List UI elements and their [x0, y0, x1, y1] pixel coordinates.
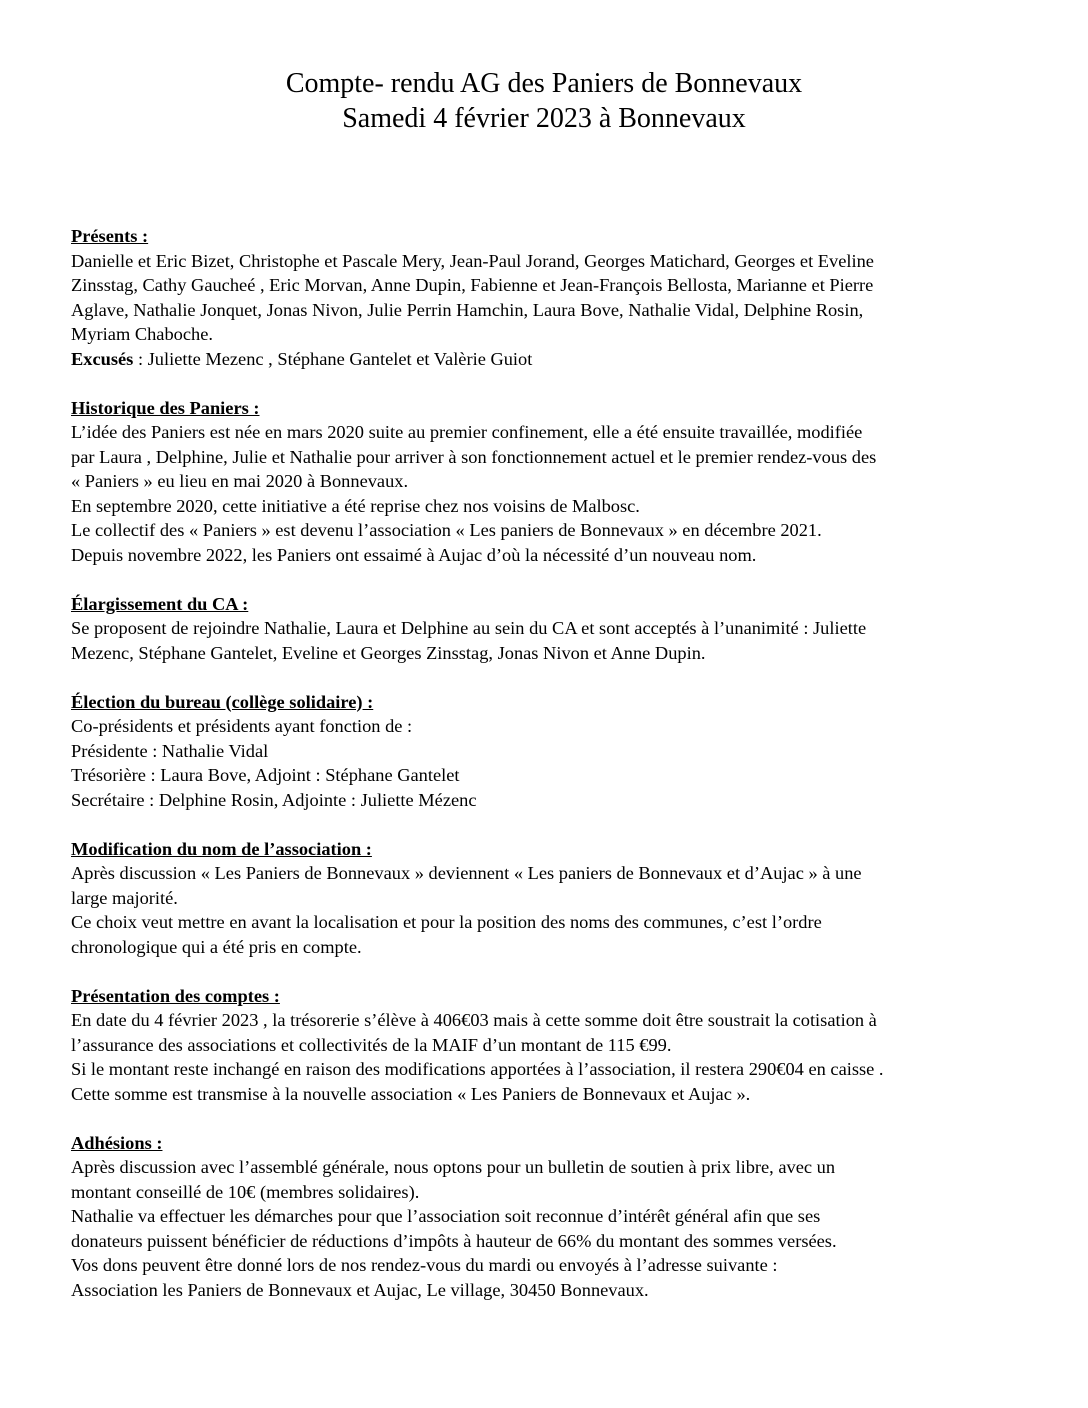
election-line: Co-présidents et présidents ayant fonction de : — [71, 716, 413, 736]
section-historique — [71, 396, 1031, 568]
historique-line: par Laura , Delphine, Julie et Nathalie pour arriver à son fonctionnement actuel et le premier rendez-vous des — [71, 446, 877, 467]
adhesions-line: Après discussion avec l’assemblé générale, nous optons pour un bulletin de soutien à prix libre, avec un — [71, 1157, 836, 1177]
section-election — [71, 690, 1031, 813]
elargissement-line: Mezenc, Stéphane Gantelet, Eveline et Georges Zinsstag, Jonas Nivon et Anne Dupin. — [71, 642, 706, 663]
modification-line: large majorité. — [71, 887, 178, 908]
excuses-line — [71, 347, 1031, 372]
modification-line: chronologique qui a été pris en compte. — [71, 936, 362, 957]
comptes-line: En date du 4 février 2023 , la trésorerie s’élève à 406€03 mais à cette somme doit être soustrait la cotisation à — [71, 1010, 877, 1030]
heading-adhesions: Adhésions : — [71, 1132, 163, 1153]
adhesions-line: Nathalie va effectuer les démarches pour que l’association soit reconnue d’intérêt général afin que ses — [71, 1206, 821, 1226]
section-elargissement — [71, 592, 1031, 666]
modification-line: Ce choix veut mettre en avant la localisation et pour la position des noms des communes, c’est l’ordre — [71, 912, 822, 932]
heading-presents: Présents : — [71, 226, 149, 246]
comptes-line: Cette somme est transmise à la nouvelle association « Les Paniers de Bonnevaux et Aujac ». — [71, 1083, 751, 1104]
presents-line: Myriam Chaboche. — [71, 324, 213, 344]
heading-elargissement: Élargissement du CA : — [71, 593, 249, 614]
heading-comptes: Présentation des comptes : — [71, 985, 280, 1006]
heading-modification: Modification du nom de l’association : — [71, 838, 372, 859]
title-line-2: Samedi 4 février 2023 à Bonnevaux — [342, 103, 746, 134]
section-adhesions — [71, 1131, 1031, 1303]
presents-line: Danielle et Eric Bizet, Christophe et Pascale Mery, Jean-Paul Jorand, Georges Matichard, Georges et Eveline — [71, 250, 874, 271]
historique-line: « Paniers » eu lieu en mai 2020 à Bonnevaux. — [71, 471, 409, 491]
adhesions-line: montant conseillé de 10€ (membres solidaires). — [71, 1181, 420, 1202]
election-line: Présidente : Nathalie Vidal — [71, 740, 269, 761]
document-title — [0, 66, 1088, 136]
excuses-text: : Juliette Mezenc , Stéphane Gantelet et Valèrie Guiot — [133, 348, 533, 369]
historique-line: Le collectif des « Paniers » est devenu l’association « Les paniers de Bonnevaux » en décembre 2021. — [71, 520, 822, 540]
section-modification — [71, 837, 1031, 960]
adhesions-line: Association les Paniers de Bonnevaux et Aujac, Le village, 30450 Bonnevaux. — [71, 1279, 649, 1300]
presents-line: Aglave, Nathalie Jonquet, Jonas Nivon, Julie Perrin Hamchin, Laura Bove, Nathalie Vidal, Delphine Rosin, — [71, 299, 864, 320]
election-line: Trésorière : Laura Bove, Adjoint : Stéphane Gantelet — [71, 765, 460, 785]
historique-line: En septembre 2020, cette initiative a été reprise chez nos voisins de Malbosc. — [71, 495, 640, 516]
election-line: Secrétaire : Delphine Rosin, Adjointe : Juliette Mézenc — [71, 789, 477, 810]
section-comptes — [71, 984, 1031, 1107]
comptes-line: Si le montant reste inchangé en raison des modifications apportées à l’association, il restera 290€04 en caisse . — [71, 1059, 884, 1079]
historique-line: L’idée des Paniers est née en mars 2020 suite au premier confinement, elle a été ensuite travaillée, modifiée — [71, 422, 863, 442]
document-body — [71, 224, 1031, 1302]
elargissement-line: Se proposent de rejoindre Nathalie, Laura et Delphine au sein du CA et sont acceptés à l’unanimité : Juliette — [71, 618, 867, 638]
comptes-line: l’assurance des associations et collectivités de la MAIF d’un montant de 115 €99. — [71, 1034, 672, 1055]
adhesions-line: donateurs puissent bénéficier de réductions d’impôts à hauteur de 66% du montant des sommes versées. — [71, 1230, 837, 1251]
adhesions-line: Vos dons peuvent être donné lors de nos rendez-vous du mardi ou envoyés à l’adresse suivante : — [71, 1255, 778, 1275]
title-line-1: Compte- rendu AG des Paniers de Bonnevaux — [285, 68, 803, 99]
modification-line: Après discussion « Les Paniers de Bonnevaux » deviennent « Les paniers de Bonnevaux et d’Aujac » à une — [71, 863, 862, 883]
heading-election: Élection du bureau (collège solidaire) : — [71, 691, 374, 712]
historique-line: Depuis novembre 2022, les Paniers ont essaimé à Aujac d’où la nécessité d’un nouveau nom. — [71, 544, 757, 565]
presents-line: Zinsstag, Cathy Gaucheé , Eric Morvan, Anne Dupin, Fabienne et Jean-François Bellosta, Marianne et Pierre — [71, 275, 874, 295]
section-presents — [71, 224, 1031, 371]
excuses-label: Excusés — [71, 348, 134, 369]
heading-historique: Historique des Paniers : — [71, 397, 260, 418]
